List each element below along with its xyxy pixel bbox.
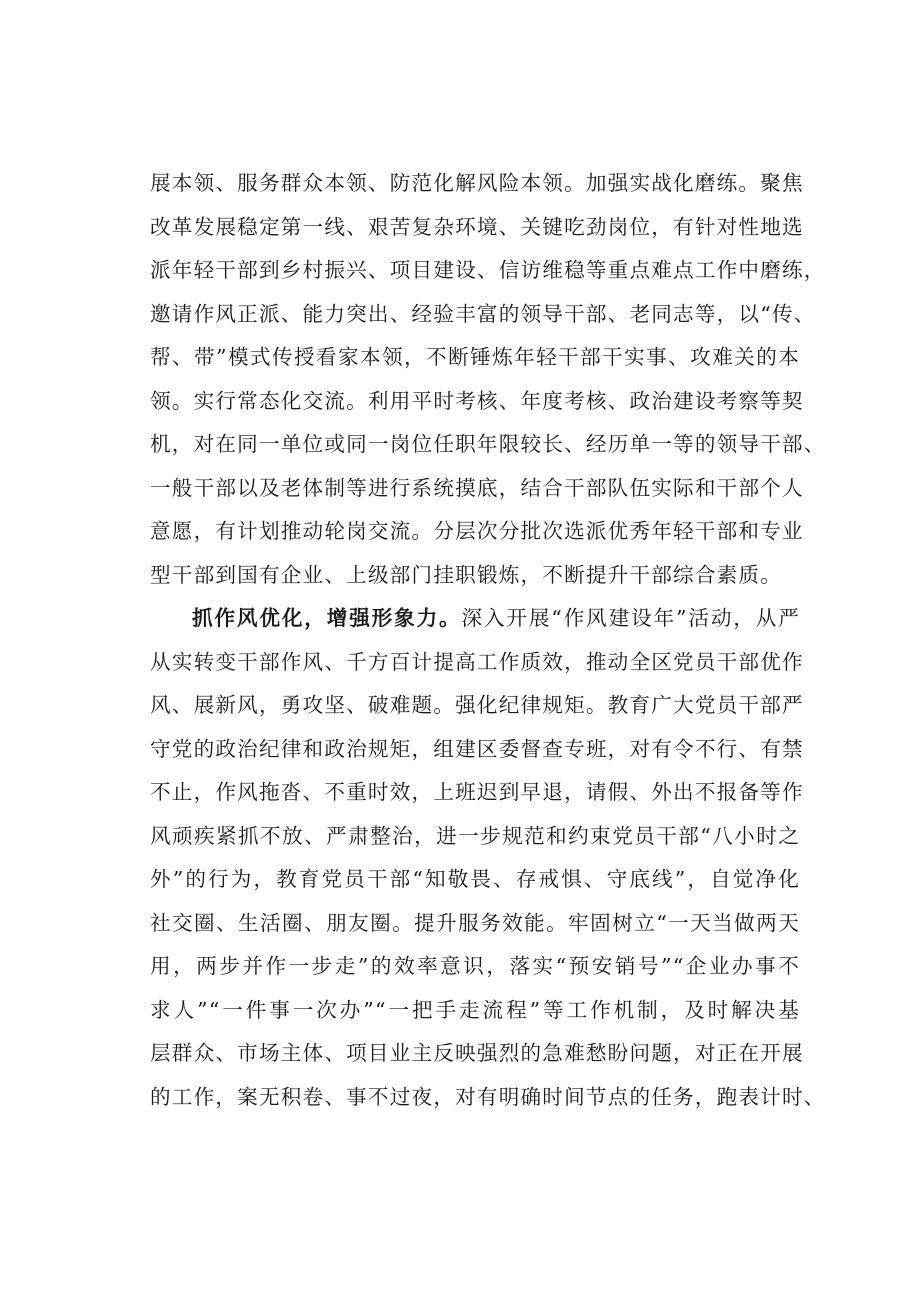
paragraph-2-line-9: 用，两步并作一步走”的效率意识，落实“预安销号”“企业办事不: [150, 954, 800, 978]
paragraph-2-line-4: 守党的政治纪律和政治规矩，组建区委督查专班，对有令不行、有禁: [150, 736, 804, 761]
paragraph-1-line-8: 一般干部以及老体制等进行系统摸底，结合干部队伍实际和干部个人: [150, 475, 804, 500]
paragraph-2-line-1: [150, 597, 800, 641]
paragraph-2-line-5: 不止，作风拖沓、不重时效，上班迟到早退，请假、外出不报备等作: [150, 780, 804, 804]
paragraph-2-line-12: 的工作，案无积卷、事不过夜，对有明确时间节点的任务，跑表计时、: [150, 1084, 826, 1109]
paragraph-2-line-6: 风顽疾紧抓不放、严肃整治，进一步规范和约束党员干部“八小时之: [150, 823, 800, 848]
paragraph-1-line-6: 领。实行常态化交流。利用平时考核、年度考核、政治建设考察等契: [150, 388, 804, 413]
paragraph-2-heading: 抓作风优化，增强形象力。: [192, 606, 462, 630]
paragraph-2-first-line-rest: 深入开展“作风建设年”活动，从严: [461, 606, 800, 630]
body-text: [150, 162, 826, 1119]
paragraph-2-line-11: 层群众、市场主体、项目业主反映强烈的急难愁盼问题，对正在开展: [150, 1041, 804, 1065]
paragraph-1-line-3: 派年轻干部到乡村振兴、项目建设、信访维稳等重点难点工作中磨练，: [150, 258, 826, 282]
paragraph-1-line-10: 型干部到国有企业、上级部门挂职锻炼，不断提升干部综合素质。: [150, 562, 783, 587]
paragraph-1-line-7: 机，对在同一单位或同一岗位任职年限较长、经历单一等的领导干部、: [150, 432, 826, 456]
paragraph-1-line-4: 邀请作风正派、能力突出、经验丰富的领导干部、老同志等，以“传、: [150, 301, 816, 326]
paragraph-1-line-5: 帮、带”模式传授看家本领，不断锤炼年轻干部干实事、攻难关的本: [150, 345, 800, 369]
paragraph-1-line-9: 意愿，有计划推动轮岗交流。分层次分批次选派优秀年轻干部和专业: [150, 519, 804, 543]
paragraph-2-line-2: 从实转变干部作风、千方百计提高工作质效，推动全区党员干部优作: [150, 649, 804, 674]
paragraph-2-line-7: 外”的行为，教育党员干部“知敬畏、存戒惧、守底线”，自觉净化: [150, 867, 800, 891]
paragraph-1-line-1: 展本领、服务群众本领、防范化解风险本领。加强实战化磨练。聚焦: [150, 171, 804, 195]
paragraph-1-line-2: 改革发展稳定第一线、艰苦复杂环境、关键吃劲岗位，有针对性地选: [150, 214, 804, 239]
paragraph-2-line-10: 求人”“一件事一次办”“一把手走流程”等工作机制，及时解决基: [150, 997, 800, 1022]
paragraph-2-line-8: 社交圈、生活圈、朋友圈。提升服务效能。牢固树立“一天当做两天: [150, 910, 800, 935]
paragraph-2-line-3: 风、展新风，勇攻坚、破难题。强化纪律规矩。教育广大党员干部严: [150, 693, 804, 717]
